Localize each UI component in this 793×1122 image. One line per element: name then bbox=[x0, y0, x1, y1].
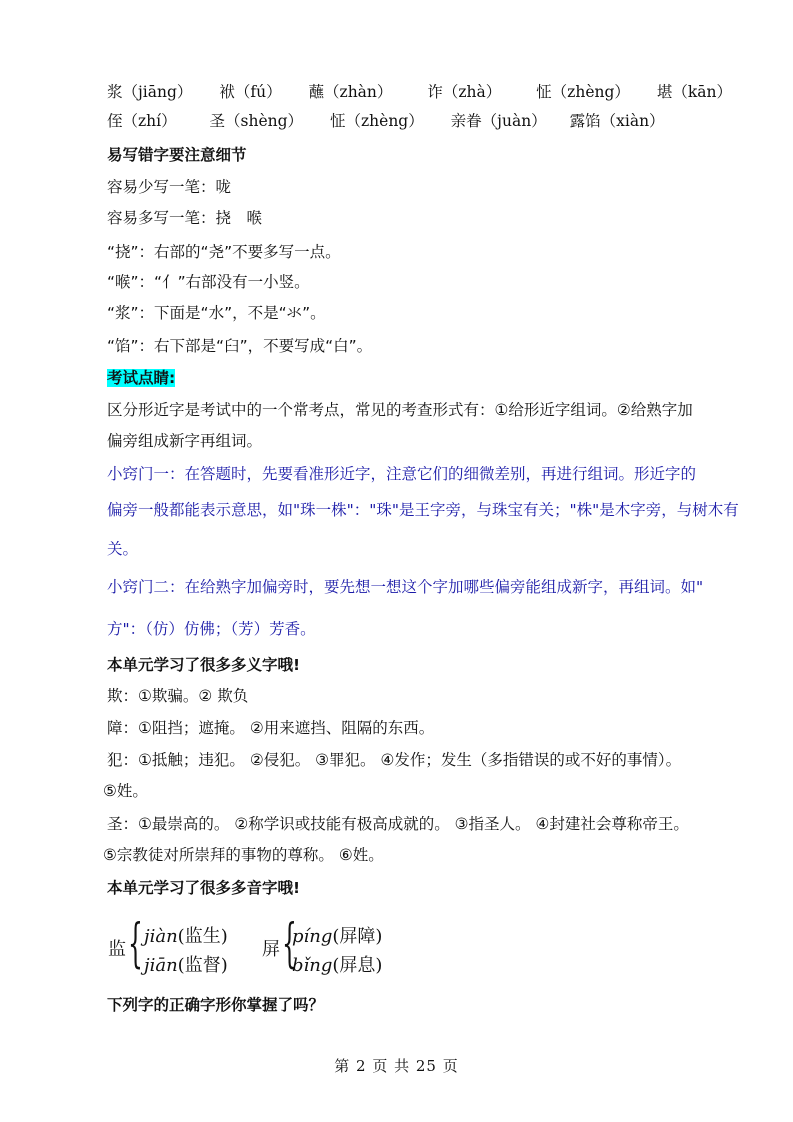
polyphone-jian bbox=[108, 916, 238, 976]
polyphone-reading-1: jiàn(监生) bbox=[144, 926, 228, 947]
trick-one-line-3: 关。 bbox=[107, 540, 139, 558]
polyphone-char: 监 bbox=[108, 939, 126, 960]
polysemy-zhang: 障：①阻挡；遮掩。 ②用来遮挡、阻隔的东西。 bbox=[107, 719, 435, 737]
pinyin-item: 堪（kān） bbox=[656, 83, 732, 101]
pinyin-item: 怔（zhèng） bbox=[536, 83, 630, 101]
typo-note: “喉”：“亻”右部没有一小竖。 bbox=[107, 273, 310, 291]
polyphone-ping bbox=[262, 916, 392, 976]
pinyin-item: 蘸（zhàn） bbox=[308, 83, 393, 101]
typo-section-title: 易写错字要注意细节 bbox=[107, 146, 247, 164]
polysemy-sheng-2: ⑤宗教徒对所崇拜的事物的尊称。 ⑥姓。 bbox=[103, 846, 384, 864]
exam-tips-label: 考试点睛: bbox=[107, 369, 176, 387]
less-stroke-line: 容易少写一笔：咙 bbox=[107, 178, 232, 196]
polysemy-sheng-1: 圣：①最崇高的。 ②称学识或技能有极高成就的。 ③指圣人。 ④封建社会尊称帝王。 bbox=[107, 815, 689, 833]
typo-note: “挠”：右部的“尧”不要多写一点。 bbox=[107, 243, 341, 261]
typo-note: “馅”：右下部是“臼”，不要写成“白”。 bbox=[107, 337, 373, 355]
trick-two-line-2: 方"：（仿）仿佛；（芳）芳香。 bbox=[107, 620, 316, 638]
page-footer: 第 2 页 共 25 页 bbox=[334, 1057, 459, 1075]
polysemy-fan-1: 犯：①抵触；违犯。 ②侵犯。 ③罪犯。 ④发作；发生（多指错误的或不好的事情）。 bbox=[107, 751, 682, 769]
brace-icon: { bbox=[128, 914, 143, 974]
pinyin-item: 怔（zhèng） bbox=[330, 112, 424, 130]
pinyin-item: 亲眷（juàn） bbox=[450, 112, 547, 130]
pinyin-item: 圣（shèng） bbox=[209, 112, 304, 130]
pinyin-item: 露馅（xiàn） bbox=[569, 112, 665, 130]
polysemy-qi: 欺：①欺骗。② 欺负 bbox=[107, 687, 249, 705]
exam-tips-intro-1: 区分形近字是考试中的一个常考点，常见的考查形式有：①给形近字组词。②给熟字加 bbox=[107, 401, 693, 419]
exam-tips-intro-2: 偏旁组成新字再组词。 bbox=[107, 432, 263, 450]
polysemy-fan-2: ⑤姓。 bbox=[103, 782, 148, 800]
polyphone-reading-2: jiān(监督) bbox=[144, 955, 228, 976]
trick-two-line-1: 小窍门二：在给熟字加偏旁时，要先想一想这个字加哪些偏旁能组成新字，再组词。如" bbox=[107, 578, 704, 596]
polyphone-char: 屏 bbox=[262, 939, 280, 960]
more-stroke-line: 容易多写一笔：挠 喉 bbox=[107, 209, 263, 227]
pinyin-item: 诈（zhà） bbox=[427, 83, 502, 101]
trick-one-line-1: 小窍门一：在答题时，先要看准形近字，注意它们的细微差别，再进行组词。形近字的 bbox=[107, 465, 697, 483]
exam-tips-label-line bbox=[107, 367, 175, 389]
polyphone-reading-1: píng(屏障) bbox=[292, 926, 383, 947]
pinyin-row-1 bbox=[107, 81, 732, 103]
pinyin-item: 袱（fú） bbox=[219, 83, 282, 101]
pinyin-row-2 bbox=[107, 110, 665, 132]
pinyin-item: 侄（zhí） bbox=[107, 112, 177, 130]
brace-icon: { bbox=[282, 914, 297, 974]
polysemy-title: 本单元学习了很多多义字哦! bbox=[107, 656, 301, 674]
pinyin-item: 浆（jiāng） bbox=[107, 83, 193, 101]
polyphone-title: 本单元学习了很多多音字哦! bbox=[107, 879, 301, 897]
question-line: 下列字的正确字形你掌握了吗？ bbox=[107, 996, 325, 1014]
polyphone-reading-2: bǐng(屏息) bbox=[292, 955, 383, 976]
typo-note: “浆”：下面是“水”，不是“氺”。 bbox=[107, 304, 326, 322]
trick-one-line-2: 偏旁一般都能表示意思，如"珠一株"："珠"是王字旁，与珠宝有关；"株"是木字旁，与树木有 bbox=[107, 501, 739, 519]
